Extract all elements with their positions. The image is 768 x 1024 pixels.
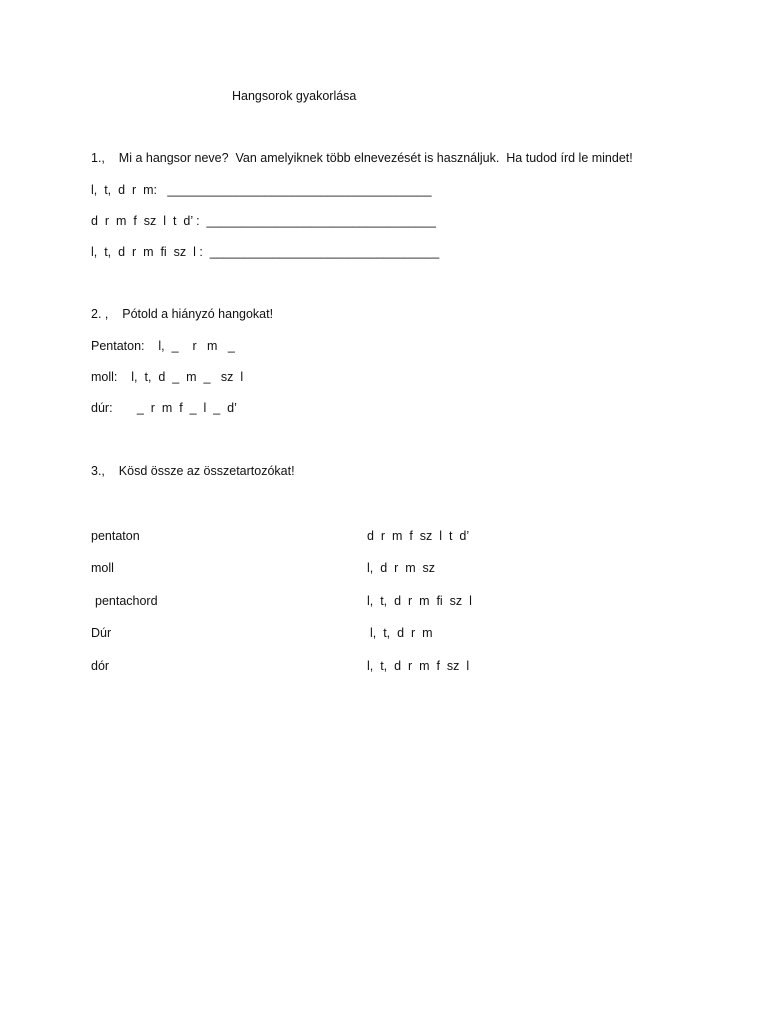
match-right-item: l, t, d r m f sz l	[367, 659, 470, 673]
section-2-line-pentaton: Pentaton: l, _ r m _	[91, 339, 235, 353]
section-3-heading: 3., Kösd össze az összetartozókat!	[91, 464, 295, 478]
match-right-item: l, d r m sz	[367, 561, 436, 575]
section-1-line-3: l, t, d r m fi sz l : _________________________________	[91, 245, 440, 259]
match-right-item: d r m f sz l t d’	[367, 529, 470, 543]
match-left-item: pentaton	[91, 529, 140, 543]
section-2-line-dur: dúr: _ r m f _ l _ d’	[91, 401, 237, 415]
match-right-item: l, t, d r m fi sz l	[367, 594, 472, 608]
section-1-line-1: l, t, d r m: ______________________________________	[91, 183, 432, 197]
match-left-item: Dúr	[91, 626, 112, 640]
page-title: Hangsorok gyakorlása	[232, 89, 357, 103]
section-2-heading: 2. , Pótold a hiányzó hangokat!	[91, 307, 274, 321]
section-2-line-moll: moll: l, t, d _ m _ sz l	[91, 370, 244, 384]
section-1-heading: 1., Mi a hangsor neve? Van amelyiknek több elnevezését is használjuk. Ha tudod írd le mindet!	[91, 151, 633, 165]
match-left-item: pentachord	[95, 594, 158, 608]
match-left-item: dór	[91, 659, 110, 673]
match-left-item: moll	[91, 561, 114, 575]
match-right-item: l, t, d r m	[370, 626, 433, 640]
section-1-line-2: d r m f sz l t d’ : _________________________________	[91, 214, 436, 228]
